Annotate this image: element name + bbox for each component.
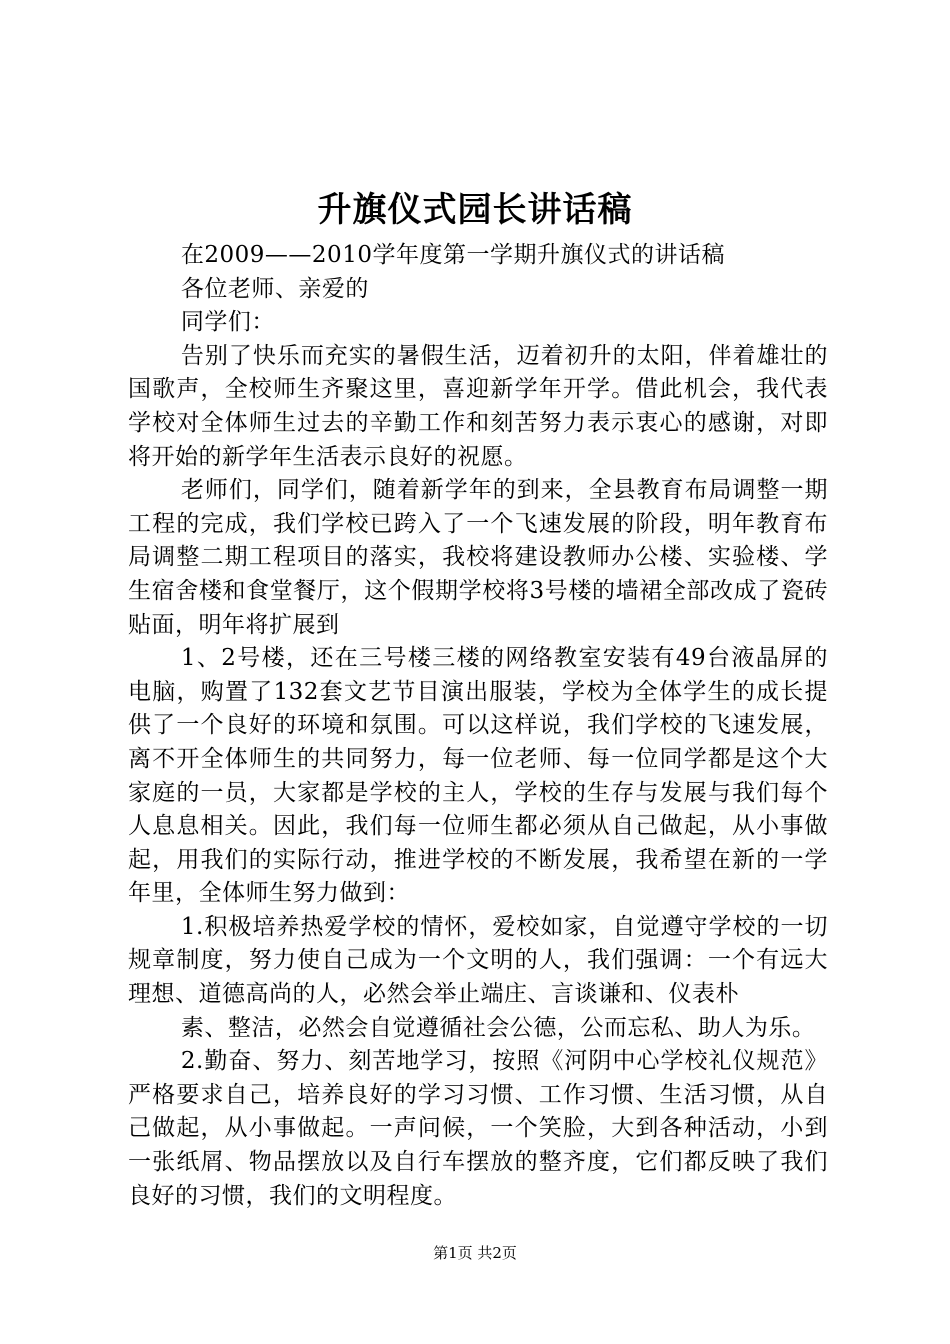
paragraph-intro: 在2009——2010学年度第一学期升旗仪式的讲话稿 — [180, 242, 725, 268]
paragraph-point-1: 1.积极培养热爱学校的情怀，爱校如家，自觉遵守学校的一切规章制度，努力使自己成为一个文明的人，我们强调：一个有远大理想、道德高尚的人，必然会举止端庄、言谈谦和、仪表朴 — [128, 913, 828, 1008]
paragraph-point-1-continued: 素、整洁，必然会自觉遵循社会公德，公而忘私、助人为乐。 — [180, 1014, 816, 1041]
page-number-footer: 第1页 共2页 — [433, 1244, 517, 1262]
document-title: 升旗仪式园长讲话稿 — [317, 190, 633, 230]
paragraph-buildings: 1、2号楼，还在三号楼三楼的网络教室安装有49台液晶屏的电脑，购置了132套文艺节目演出服装，学校为全体学生的成长提供了一个良好的环境和氛围。可以这样说，我们学校的飞速发展，离不开全体师生的共同努力，每一位老师、每一位同学都是这个大家庭的一员，大家都是学校的主人，学校的生存与发展与我们每个人息息相关。因此，我们每一位师生都必须从自己做起，从小事做起，用我们的实际行动，推进学校的不断发展，我希望在新的一学年里，全体师生努力做到： — [128, 645, 828, 907]
paragraph-development: 老师们，同学们，随着新学年的到来，全县教育布局调整一期工程的完成，我们学校已跨入了一个飞速发展的阶段，明年教育布局调整二期工程项目的落实，我校将建设教师办公楼、实验楼、学生宿舍楼和食堂餐厅，这个假期学校将3号楼的墙裙全部改成了瓷砖贴面，明年将扩展到 — [128, 477, 828, 638]
paragraph-opening: 告别了快乐而充实的暑假生活，迈着初升的太阳，伴着雄壮的国歌声，全校师生齐聚这里，喜迎新学年开学。借此机会，我代表学校对全体师生过去的辛勤工作和刻苦努力表示衷心的感谢，对即将开始的新学年生活表示良好的祝愿。 — [128, 342, 828, 470]
paragraph-greeting: 各位老师、亲爱的 — [180, 275, 369, 302]
document-body — [128, 239, 828, 1213]
paragraph-point-2: 2.勤奋、努力、刻苦地学习，按照《河阴中心学校礼仪规范》严格要求自己，培养良好的学习习惯、工作习惯、生活习惯，从自己做起，从小事做起。一声问候，一个笑脸，大到各种活动，小到一张纸屑、物品摆放以及自行车摆放的整齐度，它们都反映了我们良好的习惯，我们的文明程度。 — [128, 1048, 828, 1209]
paragraph-greeting-students: 同学们： — [180, 309, 275, 336]
